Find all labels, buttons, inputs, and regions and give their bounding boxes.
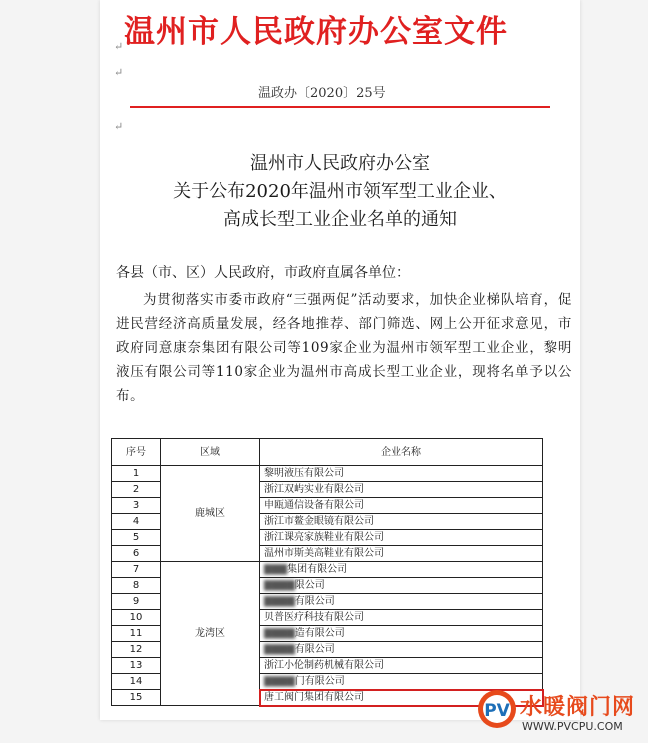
- row-no: 7: [112, 562, 161, 578]
- table-row: [112, 562, 543, 578]
- row-name: 温州市斯美高鞋业有限公司: [260, 546, 543, 562]
- row-name: [260, 626, 543, 642]
- row-no: 1: [112, 466, 161, 482]
- redacted-name-prefix: ▇▇▇: [264, 564, 288, 575]
- header-name: 企业名称: [260, 439, 543, 466]
- title-line-3: 高成长型工业企业名单的通知: [223, 209, 457, 230]
- site-watermark: [476, 688, 646, 740]
- row-no: 9: [112, 594, 161, 610]
- row-name: 黎明液压有限公司: [260, 466, 543, 482]
- table-header-row: [112, 439, 543, 466]
- redacted-name-prefix: ▇▇▇▇: [264, 596, 295, 607]
- row-name: 浙江市鳌金眼镜有限公司: [260, 514, 543, 530]
- row-no: 11: [112, 626, 161, 642]
- row-no: 4: [112, 514, 161, 530]
- row-name: [260, 578, 543, 594]
- row-name-visible: 限公司: [294, 580, 325, 591]
- row-name: 浙江双屿实业有限公司: [260, 482, 543, 498]
- row-no: 6: [112, 546, 161, 562]
- document-number: 温政办〔2020〕25号: [258, 86, 386, 101]
- row-no: 13: [112, 658, 161, 674]
- row-name: 浙江小伦制药机械有限公司: [260, 658, 543, 674]
- row-no: 10: [112, 610, 161, 626]
- row-no: 8: [112, 578, 161, 594]
- district-cell: 龙湾区: [161, 562, 260, 706]
- redacted-name-prefix: ▇▇▇▇: [264, 676, 295, 687]
- enterprise-table: [111, 438, 543, 706]
- row-no: 12: [112, 642, 161, 658]
- row-no: 2: [112, 482, 161, 498]
- row-name-visible: 门有限公司: [294, 676, 345, 687]
- title-line-1: 温州市人民政府办公室: [250, 153, 430, 174]
- row-no: 15: [112, 690, 161, 706]
- watermark-url: WWW.PVCPU.COM: [522, 720, 623, 733]
- row-name-visible: 有限公司: [294, 596, 335, 607]
- svg-text:PV: PV: [484, 701, 510, 721]
- row-no: 14: [112, 674, 161, 690]
- row-no: 3: [112, 498, 161, 514]
- paragraph-mark: ↵: [114, 120, 124, 133]
- row-name-visible: 有限公司: [294, 644, 335, 655]
- salutation: 各县（市、区）人民政府，市政府直属各单位：: [116, 265, 410, 281]
- redacted-name-prefix: ▇▇▇▇: [264, 644, 295, 655]
- notice-title: [100, 150, 580, 234]
- header-no: 序号: [112, 439, 161, 466]
- redacted-name-prefix: ▇▇▇▇: [264, 580, 295, 591]
- row-name: 贝普医疗科技有限公司: [260, 610, 543, 626]
- header-red-rule: [130, 106, 550, 108]
- pv-logo-icon: [476, 688, 518, 734]
- row-name: 浙江课亮家族鞋业有限公司: [260, 530, 543, 546]
- row-name-visible: 集团有限公司: [287, 564, 348, 575]
- issuer-header: 温州市人民政府办公室文件: [124, 14, 508, 50]
- paragraph-mark: ↵: [114, 40, 124, 53]
- paragraph-mark: ↵: [114, 66, 124, 79]
- watermark-brand: 水暖阀门网: [520, 695, 636, 720]
- row-name: [260, 562, 543, 578]
- table-row: [112, 466, 543, 482]
- row-name-visible: 造有限公司: [294, 628, 345, 639]
- row-no: 5: [112, 530, 161, 546]
- header-district: 区域: [161, 439, 260, 466]
- district-cell: 鹿城区: [161, 466, 260, 562]
- row-name: 申瓯通信设备有限公司: [260, 498, 543, 514]
- body-paragraph: 为贯彻落实市委市政府“三强两促”活动要求，加快企业梯队培育，促进民营经济高质量发展，经各地推荐、部门筛选、网上公开征求意见，市政府同意康奈集团有限公司等109家企业为温州市领军型工业企业，黎明液压有限公司等110家企业为温州市高成长型工业企业，现将名单予以公布。: [116, 292, 572, 404]
- title-line-2: 关于公布2020年温州市领军型工业企业、: [173, 181, 507, 202]
- row-name: [260, 594, 543, 610]
- highlighted-row-name: 唐工阀门集团有限公司: [260, 690, 543, 706]
- row-name: [260, 642, 543, 658]
- redacted-name-prefix: ▇▇▇▇: [264, 628, 295, 639]
